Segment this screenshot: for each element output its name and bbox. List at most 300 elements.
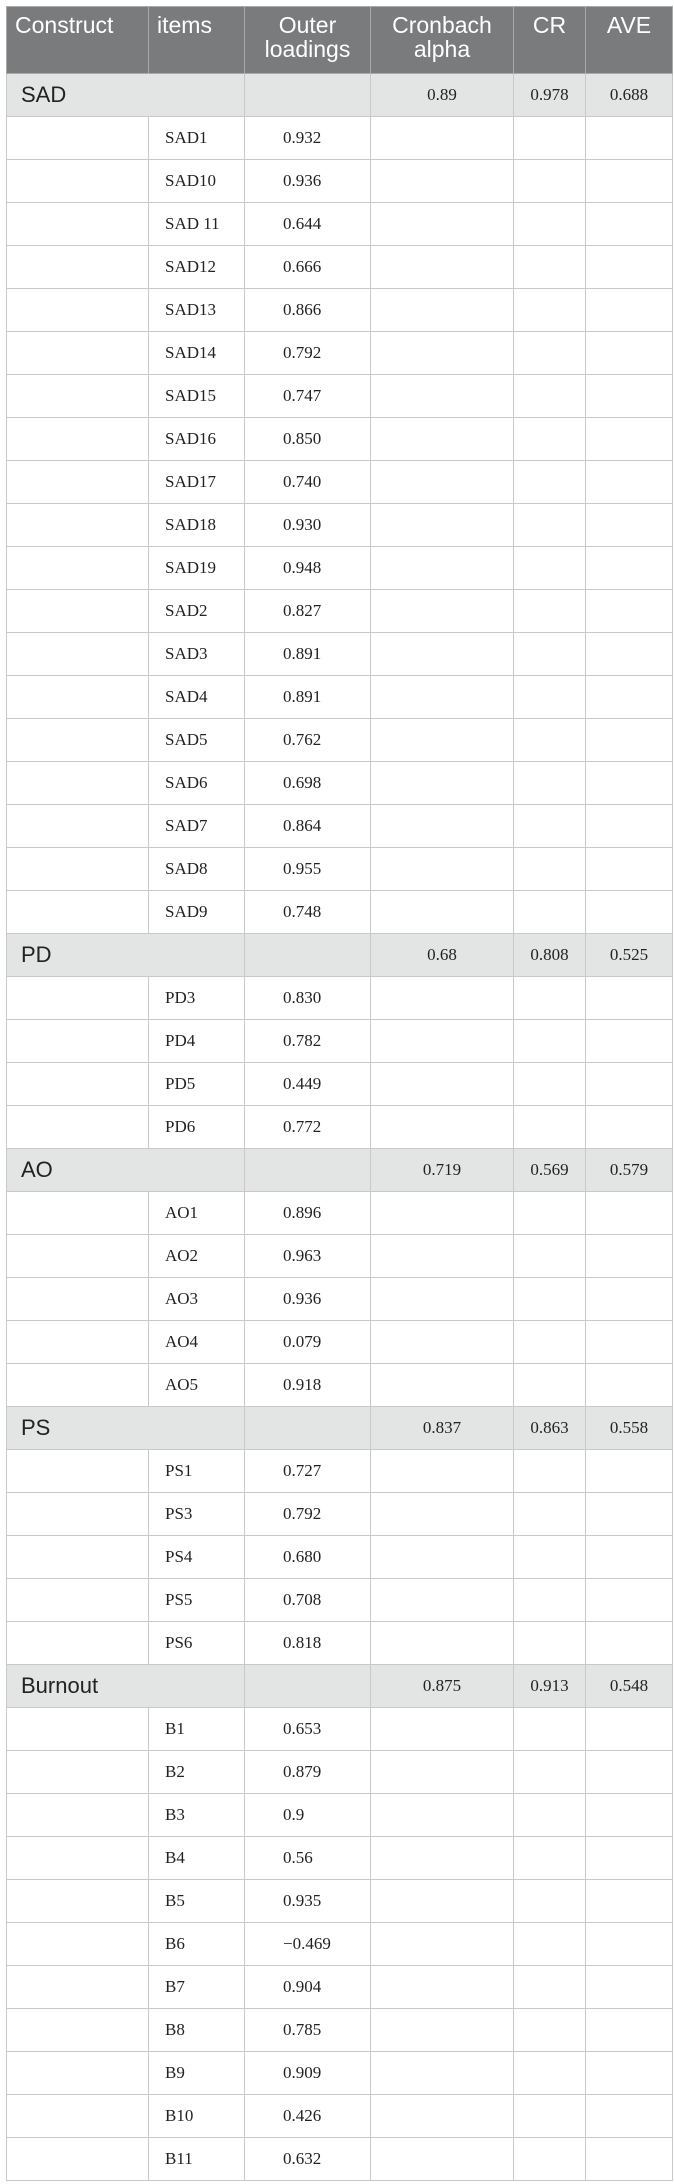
empty-cell	[514, 1235, 586, 1278]
item-label: B6	[149, 1923, 245, 1966]
empty-cell	[514, 1966, 586, 2009]
empty-cell	[514, 1794, 586, 1837]
outer-loading-value: 0.963	[245, 1235, 371, 1278]
header-cr: CR	[514, 7, 586, 74]
empty-cell	[586, 1880, 673, 1923]
item-label: PD4	[149, 1020, 245, 1063]
outer-loading-value: 0.632	[245, 2138, 371, 2181]
outer-loading-value: 0.818	[245, 1622, 371, 1665]
empty-cell	[586, 805, 673, 848]
cronbach-alpha-value: 0.68	[371, 934, 514, 977]
outer-loading-value: 0.830	[245, 977, 371, 1020]
empty-cell	[514, 2138, 586, 2181]
empty-cell	[371, 719, 514, 762]
empty-cell	[7, 1751, 149, 1794]
table-header	[7, 7, 673, 74]
empty-cell	[371, 1966, 514, 2009]
item-label: SAD 11	[149, 203, 245, 246]
empty-cell	[7, 504, 149, 547]
item-row	[7, 590, 673, 633]
empty-cell	[371, 1106, 514, 1149]
item-label: PS4	[149, 1536, 245, 1579]
empty-cell	[371, 289, 514, 332]
item-label: B4	[149, 1837, 245, 1880]
cr-value: 0.978	[514, 74, 586, 117]
empty-cell	[245, 1665, 371, 1708]
item-row	[7, 633, 673, 676]
empty-cell	[586, 1493, 673, 1536]
empty-cell	[7, 2095, 149, 2138]
empty-cell	[7, 1579, 149, 1622]
empty-cell	[7, 891, 149, 934]
empty-cell	[371, 117, 514, 160]
item-label: AO5	[149, 1364, 245, 1407]
empty-cell	[7, 1364, 149, 1407]
empty-cell	[586, 504, 673, 547]
empty-cell	[371, 1493, 514, 1536]
empty-cell	[586, 891, 673, 934]
item-label: SAD7	[149, 805, 245, 848]
cronbach-alpha-value: 0.875	[371, 1665, 514, 1708]
item-row	[7, 1923, 673, 1966]
item-row	[7, 1278, 673, 1321]
item-label: SAD2	[149, 590, 245, 633]
empty-cell	[371, 1880, 514, 1923]
empty-cell	[7, 590, 149, 633]
empty-cell	[371, 2095, 514, 2138]
empty-cell	[7, 1622, 149, 1665]
item-row	[7, 2052, 673, 2095]
empty-cell	[586, 676, 673, 719]
item-row	[7, 805, 673, 848]
empty-cell	[586, 1708, 673, 1751]
empty-cell	[7, 332, 149, 375]
outer-loading-value: 0.680	[245, 1536, 371, 1579]
outer-loading-value: 0.748	[245, 891, 371, 934]
outer-loading-value: 0.891	[245, 633, 371, 676]
empty-cell	[371, 676, 514, 719]
empty-cell	[7, 1536, 149, 1579]
empty-cell	[586, 977, 673, 1020]
outer-loading-value: 0.935	[245, 1880, 371, 1923]
empty-cell	[586, 289, 673, 332]
outer-loading-value: 0.708	[245, 1579, 371, 1622]
empty-cell	[7, 977, 149, 1020]
empty-cell	[371, 203, 514, 246]
item-row	[7, 1751, 673, 1794]
item-label: SAD12	[149, 246, 245, 289]
item-row	[7, 1493, 673, 1536]
item-label: AO1	[149, 1192, 245, 1235]
empty-cell	[7, 633, 149, 676]
item-label: SAD5	[149, 719, 245, 762]
empty-cell	[586, 1923, 673, 1966]
item-row	[7, 160, 673, 203]
empty-cell	[7, 2009, 149, 2052]
empty-cell	[7, 1321, 149, 1364]
empty-cell	[371, 1536, 514, 1579]
empty-cell	[371, 1622, 514, 1665]
empty-cell	[514, 461, 586, 504]
empty-cell	[7, 1794, 149, 1837]
item-label: B7	[149, 1966, 245, 2009]
item-row	[7, 2009, 673, 2052]
header-outer-loadings: Outer loadings	[245, 7, 371, 74]
outer-loading-value: −0.469	[245, 1923, 371, 1966]
empty-cell	[7, 1837, 149, 1880]
empty-cell	[586, 1278, 673, 1321]
item-row	[7, 461, 673, 504]
outer-loading-value: 0.918	[245, 1364, 371, 1407]
item-row	[7, 418, 673, 461]
empty-cell	[7, 1278, 149, 1321]
empty-cell	[7, 1493, 149, 1536]
outer-loading-value: 0.747	[245, 375, 371, 418]
item-label: AO2	[149, 1235, 245, 1278]
item-row	[7, 762, 673, 805]
construct-name: SAD	[7, 74, 245, 117]
empty-cell	[371, 1923, 514, 1966]
item-row	[7, 1880, 673, 1923]
outer-loading-value: 0.948	[245, 547, 371, 590]
empty-cell	[7, 1020, 149, 1063]
item-row	[7, 1837, 673, 1880]
ave-value: 0.688	[586, 74, 673, 117]
empty-cell	[586, 203, 673, 246]
empty-cell	[7, 1192, 149, 1235]
empty-cell	[7, 203, 149, 246]
empty-cell	[586, 633, 673, 676]
empty-cell	[514, 332, 586, 375]
empty-cell	[7, 1235, 149, 1278]
outer-loading-value: 0.936	[245, 160, 371, 203]
header-row	[7, 7, 673, 74]
empty-cell	[586, 1364, 673, 1407]
empty-cell	[371, 332, 514, 375]
ave-value: 0.579	[586, 1149, 673, 1192]
item-row	[7, 2095, 673, 2138]
empty-cell	[586, 2052, 673, 2095]
outer-loading-value: 0.904	[245, 1966, 371, 2009]
outer-loading-value: 0.653	[245, 1708, 371, 1751]
construct-name: Burnout	[7, 1665, 245, 1708]
item-label: SAD18	[149, 504, 245, 547]
empty-cell	[586, 1106, 673, 1149]
table-body	[7, 74, 673, 2181]
item-label: SAD19	[149, 547, 245, 590]
outer-loading-value: 0.740	[245, 461, 371, 504]
item-label: PS6	[149, 1622, 245, 1665]
item-row	[7, 117, 673, 160]
cronbach-alpha-value: 0.719	[371, 1149, 514, 1192]
empty-cell	[371, 2138, 514, 2181]
empty-cell	[514, 1751, 586, 1794]
outer-loading-value: 0.866	[245, 289, 371, 332]
construct-row	[7, 934, 673, 977]
empty-cell	[7, 2138, 149, 2181]
item-label: B2	[149, 1751, 245, 1794]
item-row	[7, 332, 673, 375]
outer-loading-value: 0.772	[245, 1106, 371, 1149]
measurement-model-table	[6, 6, 672, 2181]
item-label: B5	[149, 1880, 245, 1923]
item-label: B1	[149, 1708, 245, 1751]
empty-cell	[514, 375, 586, 418]
empty-cell	[371, 762, 514, 805]
item-label: PS5	[149, 1579, 245, 1622]
empty-cell	[7, 1708, 149, 1751]
cr-value: 0.808	[514, 934, 586, 977]
item-row	[7, 504, 673, 547]
empty-cell	[7, 1923, 149, 1966]
empty-cell	[371, 246, 514, 289]
item-label: PS3	[149, 1493, 245, 1536]
empty-cell	[7, 246, 149, 289]
empty-cell	[7, 289, 149, 332]
item-label: PS1	[149, 1450, 245, 1493]
construct-row	[7, 1407, 673, 1450]
empty-cell	[586, 1579, 673, 1622]
empty-cell	[371, 547, 514, 590]
empty-cell	[586, 1450, 673, 1493]
construct-name: AO	[7, 1149, 245, 1192]
empty-cell	[371, 461, 514, 504]
empty-cell	[7, 117, 149, 160]
empty-cell	[7, 461, 149, 504]
item-label: PD3	[149, 977, 245, 1020]
empty-cell	[514, 762, 586, 805]
empty-cell	[586, 160, 673, 203]
empty-cell	[514, 805, 586, 848]
construct-name: PD	[7, 934, 245, 977]
item-row	[7, 1063, 673, 1106]
empty-cell	[586, 1020, 673, 1063]
empty-cell	[514, 1837, 586, 1880]
empty-cell	[371, 504, 514, 547]
empty-cell	[371, 1278, 514, 1321]
outer-loading-value: 0.864	[245, 805, 371, 848]
item-label: SAD8	[149, 848, 245, 891]
ave-value: 0.548	[586, 1665, 673, 1708]
outer-loading-value: 0.449	[245, 1063, 371, 1106]
outer-loading-value: 0.792	[245, 1493, 371, 1536]
empty-cell	[514, 2095, 586, 2138]
empty-cell	[586, 1192, 673, 1235]
cronbach-alpha-value: 0.837	[371, 1407, 514, 1450]
empty-cell	[371, 1364, 514, 1407]
item-row	[7, 676, 673, 719]
item-label: SAD16	[149, 418, 245, 461]
empty-cell	[514, 1579, 586, 1622]
outer-loading-value: 0.792	[245, 332, 371, 375]
empty-cell	[7, 805, 149, 848]
empty-cell	[7, 418, 149, 461]
item-row	[7, 1106, 673, 1149]
outer-loading-value: 0.762	[245, 719, 371, 762]
empty-cell	[514, 160, 586, 203]
empty-cell	[514, 1192, 586, 1235]
empty-cell	[514, 547, 586, 590]
header-construct: Construct	[7, 7, 149, 74]
item-row	[7, 1622, 673, 1665]
item-row	[7, 1536, 673, 1579]
empty-cell	[586, 1751, 673, 1794]
outer-loading-value: 0.56	[245, 1837, 371, 1880]
empty-cell	[245, 934, 371, 977]
empty-cell	[586, 762, 673, 805]
item-row	[7, 1020, 673, 1063]
empty-cell	[586, 332, 673, 375]
empty-cell	[514, 848, 586, 891]
empty-cell	[371, 1751, 514, 1794]
item-label: SAD13	[149, 289, 245, 332]
item-row	[7, 1794, 673, 1837]
empty-cell	[586, 590, 673, 633]
empty-cell	[371, 590, 514, 633]
item-row	[7, 1321, 673, 1364]
empty-cell	[7, 375, 149, 418]
ave-value: 0.558	[586, 1407, 673, 1450]
item-row	[7, 1966, 673, 2009]
empty-cell	[371, 2009, 514, 2052]
outer-loading-value: 0.079	[245, 1321, 371, 1364]
empty-cell	[586, 246, 673, 289]
empty-cell	[371, 1450, 514, 1493]
outer-loading-value: 0.909	[245, 2052, 371, 2095]
cronbach-alpha-value: 0.89	[371, 74, 514, 117]
empty-cell	[586, 2138, 673, 2181]
empty-cell	[7, 848, 149, 891]
empty-cell	[7, 1063, 149, 1106]
item-row	[7, 2138, 673, 2181]
cr-value: 0.863	[514, 1407, 586, 1450]
outer-loading-value: 0.782	[245, 1020, 371, 1063]
outer-loading-value: 0.955	[245, 848, 371, 891]
empty-cell	[7, 762, 149, 805]
empty-cell	[514, 719, 586, 762]
item-row	[7, 246, 673, 289]
empty-cell	[371, 977, 514, 1020]
empty-cell	[7, 547, 149, 590]
empty-cell	[7, 1966, 149, 2009]
empty-cell	[514, 1536, 586, 1579]
item-row	[7, 719, 673, 762]
outer-loading-value: 0.785	[245, 2009, 371, 2052]
empty-cell	[514, 2009, 586, 2052]
empty-cell	[371, 418, 514, 461]
empty-cell	[514, 418, 586, 461]
outer-loading-value: 0.644	[245, 203, 371, 246]
item-row	[7, 375, 673, 418]
empty-cell	[371, 1063, 514, 1106]
empty-cell	[586, 461, 673, 504]
outer-loading-value: 0.698	[245, 762, 371, 805]
item-label: B11	[149, 2138, 245, 2181]
empty-cell	[7, 1450, 149, 1493]
empty-cell	[586, 1235, 673, 1278]
item-row	[7, 977, 673, 1020]
empty-cell	[586, 848, 673, 891]
empty-cell	[586, 1063, 673, 1106]
empty-cell	[586, 1837, 673, 1880]
item-label: SAD9	[149, 891, 245, 934]
item-label: B9	[149, 2052, 245, 2095]
empty-cell	[514, 590, 586, 633]
outer-loading-value: 0.426	[245, 2095, 371, 2138]
empty-cell	[7, 1880, 149, 1923]
item-label: PD5	[149, 1063, 245, 1106]
empty-cell	[371, 891, 514, 934]
empty-cell	[245, 1407, 371, 1450]
item-row	[7, 547, 673, 590]
empty-cell	[514, 1880, 586, 1923]
empty-cell	[371, 1020, 514, 1063]
empty-cell	[514, 1020, 586, 1063]
empty-cell	[514, 1493, 586, 1536]
empty-cell	[7, 676, 149, 719]
item-row	[7, 848, 673, 891]
empty-cell	[586, 2009, 673, 2052]
item-row	[7, 1579, 673, 1622]
item-label: SAD14	[149, 332, 245, 375]
empty-cell	[586, 1536, 673, 1579]
construct-row	[7, 1665, 673, 1708]
item-label: PD6	[149, 1106, 245, 1149]
loadings-table	[6, 6, 673, 2181]
item-label: SAD3	[149, 633, 245, 676]
empty-cell	[371, 1708, 514, 1751]
empty-cell	[514, 1063, 586, 1106]
outer-loading-value: 0.827	[245, 590, 371, 633]
outer-loading-value: 0.879	[245, 1751, 371, 1794]
empty-cell	[7, 160, 149, 203]
empty-cell	[586, 1622, 673, 1665]
empty-cell	[7, 719, 149, 762]
empty-cell	[514, 633, 586, 676]
empty-cell	[514, 1321, 586, 1364]
empty-cell	[371, 1794, 514, 1837]
item-label: SAD15	[149, 375, 245, 418]
construct-name: PS	[7, 1407, 245, 1450]
header-items: items	[149, 7, 245, 74]
ave-value: 0.525	[586, 934, 673, 977]
empty-cell	[514, 117, 586, 160]
outer-loading-value: 0.930	[245, 504, 371, 547]
empty-cell	[371, 375, 514, 418]
empty-cell	[371, 1579, 514, 1622]
empty-cell	[586, 719, 673, 762]
empty-cell	[371, 1192, 514, 1235]
empty-cell	[514, 1450, 586, 1493]
empty-cell	[371, 1837, 514, 1880]
empty-cell	[514, 1278, 586, 1321]
empty-cell	[514, 289, 586, 332]
empty-cell	[586, 418, 673, 461]
item-row	[7, 1192, 673, 1235]
empty-cell	[7, 1106, 149, 1149]
empty-cell	[586, 547, 673, 590]
empty-cell	[586, 1321, 673, 1364]
empty-cell	[514, 676, 586, 719]
outer-loading-value: 0.9	[245, 1794, 371, 1837]
outer-loading-value: 0.932	[245, 117, 371, 160]
outer-loading-value: 0.891	[245, 676, 371, 719]
empty-cell	[514, 1923, 586, 1966]
item-label: SAD1	[149, 117, 245, 160]
item-row	[7, 289, 673, 332]
empty-cell	[514, 1622, 586, 1665]
construct-row	[7, 74, 673, 117]
